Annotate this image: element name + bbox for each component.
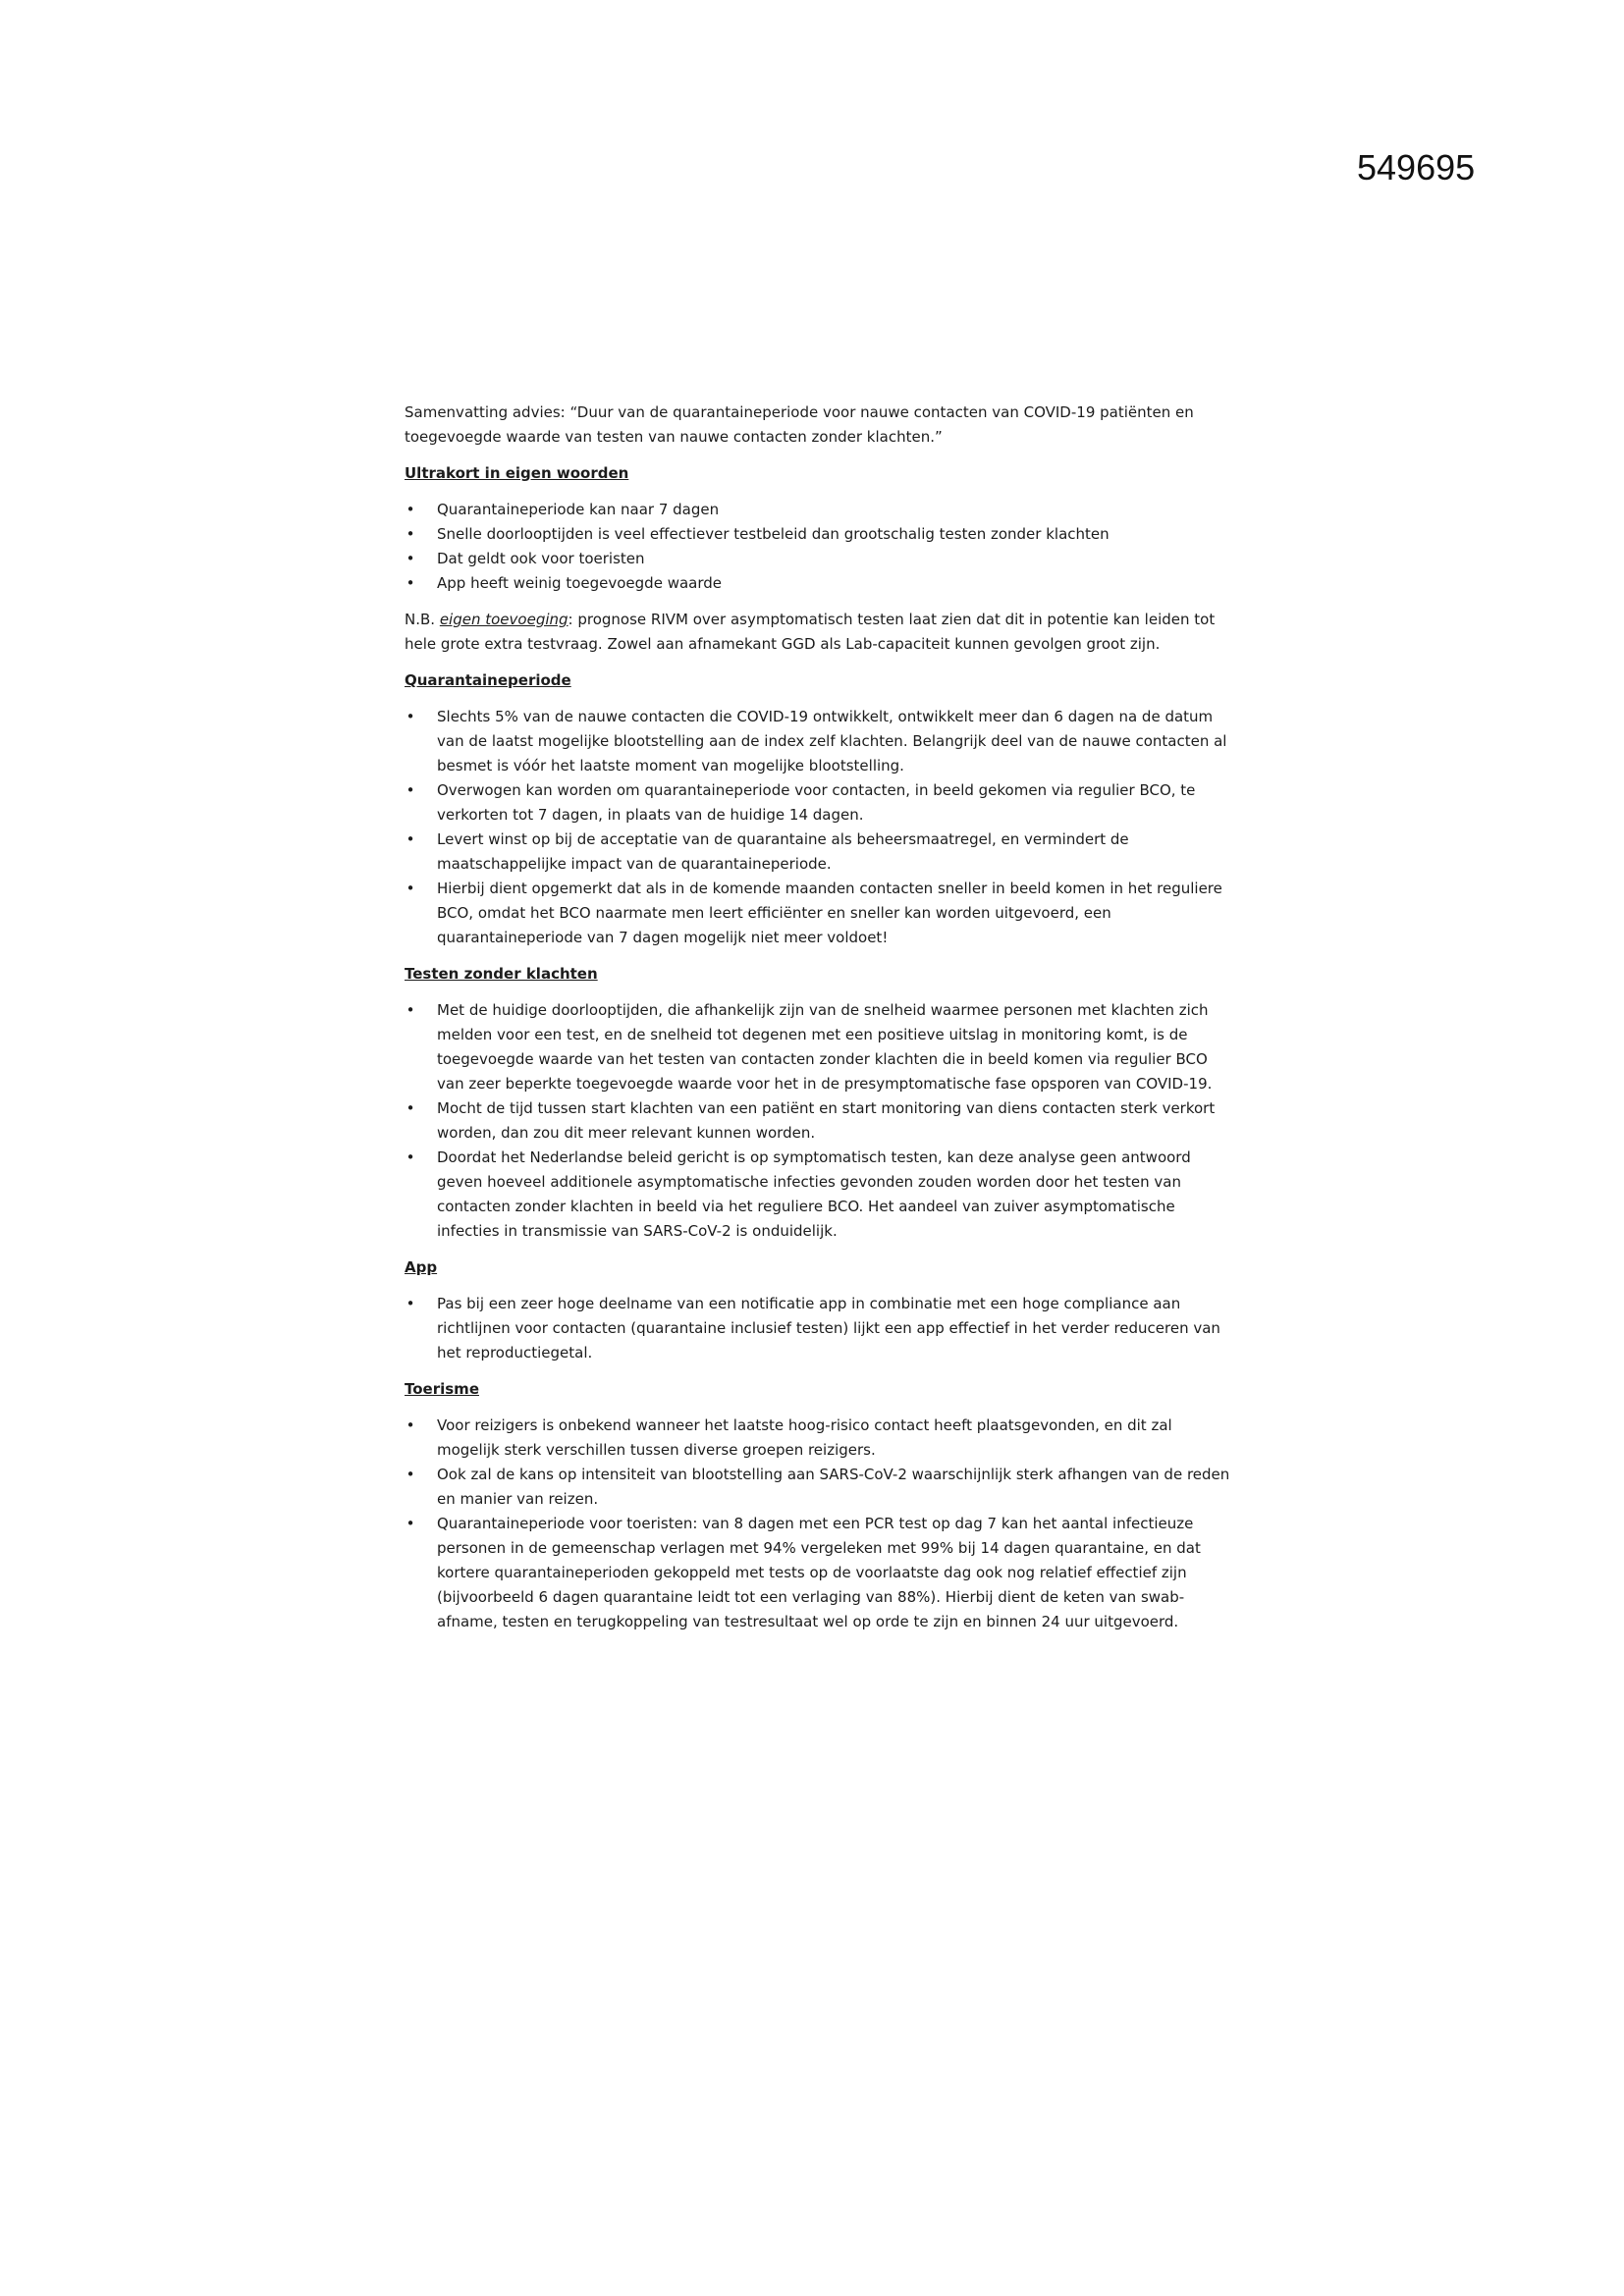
document-number: 549695 <box>1357 147 1476 187</box>
bullet-icon: • <box>406 1295 415 1312</box>
bullet-icon: • <box>406 525 415 543</box>
document-body <box>405 400 1239 1646</box>
list-item: • Quarantaineperiode voor toeristen: van 8 dagen met een PCR test op dag 7 kan het aantal infectieuze personen in de gemeenschap verlagen met 94% vergeleken met 99% bij 14 dagen quarantaine, en dat kortere quarantaineperioden gekoppeld met tests op de voorlaatste dag ook nog relatief effectief zijn (bijvoorbeeld 6 dagen quarantaine leidt tot een verlaging van 88%). Hierbij dient de keten van swab-afname, testen en terugkoppeling van testresultaat wel op orde te zijn en binnen 24 uur uitgevoerd. <box>405 1512 1239 1634</box>
list-item: • Slechts 5% van de nauwe contacten die COVID-19 ontwikkelt, ontwikkelt meer dan 6 dagen na de datum van de laatst mogelijke blootstelling aan de index zelf klachten. Belangrijk deel van de nauwe contacten al besmet is vóór het laatste moment van mogelijke blootstelling. <box>405 705 1239 778</box>
note-text: : prognose RIVM over asymptomatisch testen laat zien dat dit in potentie kan leiden tot hele grote extra testvraag. Zowel aan afnamekant GGD als Lab-capaciteit kunnen gevolgen groot zijn. <box>405 611 1216 653</box>
bullet-icon: • <box>406 501 415 518</box>
heading-ultrakort: Ultrakort in eigen woorden <box>405 464 629 482</box>
bullet-icon: • <box>406 1416 415 1434</box>
list-item: • Snelle doorlooptijden is veel effectiever testbeleid dan grootschalig testen zonder klachten <box>405 522 1239 547</box>
list-item: • Met de huidige doorlooptijden, die afhankelijk zijn van de snelheid waarmee personen met klachten zich melden voor een test, en de snelheid tot degenen met een positieve uitslag in monitoring komt, is de toegevoegde waarde van het testen van contacten zonder klachten die in beeld komen via regulier BCO van zeer beperkte toegevoegde waarde voor het in de presymptomatische fase opsporen van COVID-19. <box>405 998 1239 1096</box>
list-item: • Hierbij dient opgemerkt dat als in de komende maanden contacten sneller in beeld komen in het reguliere BCO, omdat het BCO naarmate men leert efficiënter en sneller kan worden uitgevoerd, een quarantaineperiode van 7 dagen mogelijk niet meer voldoet! <box>405 877 1239 950</box>
bullet-icon: • <box>406 574 415 592</box>
list-app <box>405 1292 1239 1365</box>
list-item: • Ook zal de kans op intensiteit van blootstelling aan SARS-CoV-2 waarschijnlijk sterk afhangen van de reden en manier van reizen. <box>405 1463 1239 1512</box>
bullet-icon: • <box>406 880 415 897</box>
list-item: • Quarantaineperiode kan naar 7 dagen <box>405 498 1239 522</box>
heading-app: App <box>405 1258 438 1276</box>
bullet-icon: • <box>406 1148 415 1166</box>
list-item: • Pas bij een zeer hoge deelname van een notificatie app in combinatie met een hoge compliance aan richtlijnen voor contacten (quarantaine inclusief testen) lijkt een app effectief in het verder reduceren van het reproductiegetal. <box>405 1292 1239 1365</box>
heading-testen-zonder-klachten: Testen zonder klachten <box>405 965 598 983</box>
bullet-icon: • <box>406 1099 415 1117</box>
bullet-icon: • <box>406 781 415 799</box>
bullet-icon: • <box>406 830 415 848</box>
list-item: • Overwogen kan worden om quarantaineperiode voor contacten, in beeld gekomen via regulier BCO, te verkorten tot 7 dagen, in plaats van de huidige 14 dagen. <box>405 778 1239 828</box>
list-item: • Mocht de tijd tussen start klachten van een patiënt en start monitoring van diens contacten sterk verkort worden, dan zou dit meer relevant kunnen worden. <box>405 1096 1239 1146</box>
list-toerisme <box>405 1414 1239 1634</box>
list-item: • Doordat het Nederlandse beleid gericht is op symptomatisch testen, kan deze analyse geen antwoord geven hoeveel additionele asymptomatische infecties gevonden zouden worden door het testen van contacten zonder klachten in beeld via het reguliere BCO. Het aandeel van zuiver asymptomatische infecties in transmissie van SARS-CoV-2 is onduidelijk. <box>405 1146 1239 1244</box>
bullet-icon: • <box>406 550 415 567</box>
list-item: • Levert winst op bij de acceptatie van de quarantaine als beheersmaatregel, en vermindert de maatschappelijke impact van de quarantaineperiode. <box>405 828 1239 877</box>
heading-quarantaineperiode: Quarantaineperiode <box>405 671 571 689</box>
list-quarantaineperiode <box>405 705 1239 950</box>
note-paragraph <box>405 608 1239 657</box>
list-testen-zonder-klachten <box>405 998 1239 1244</box>
bullet-icon: • <box>406 708 415 725</box>
bullet-icon: • <box>406 1515 415 1532</box>
list-item: • Dat geldt ook voor toeristen <box>405 547 1239 571</box>
list-ultrakort <box>405 498 1239 596</box>
note-emphasis: eigen toevoeging <box>439 611 568 628</box>
list-item: • App heeft weinig toegevoegde waarde <box>405 571 1239 596</box>
summary-paragraph: Samenvatting advies: “Duur van de quarantaineperiode voor nauwe contacten van COVID-19 patiënten en toegevoegde waarde van testen van nauwe contacten zonder klachten.” <box>405 403 1194 446</box>
note-prefix: N.B. <box>405 611 440 628</box>
bullet-icon: • <box>406 1466 415 1483</box>
bullet-icon: • <box>406 1001 415 1019</box>
list-item: • Voor reizigers is onbekend wanneer het laatste hoog-risico contact heeft plaatsgevonden, en dit zal mogelijk sterk verschillen tussen diverse groepen reizigers. <box>405 1414 1239 1463</box>
heading-toerisme: Toerisme <box>405 1380 479 1398</box>
